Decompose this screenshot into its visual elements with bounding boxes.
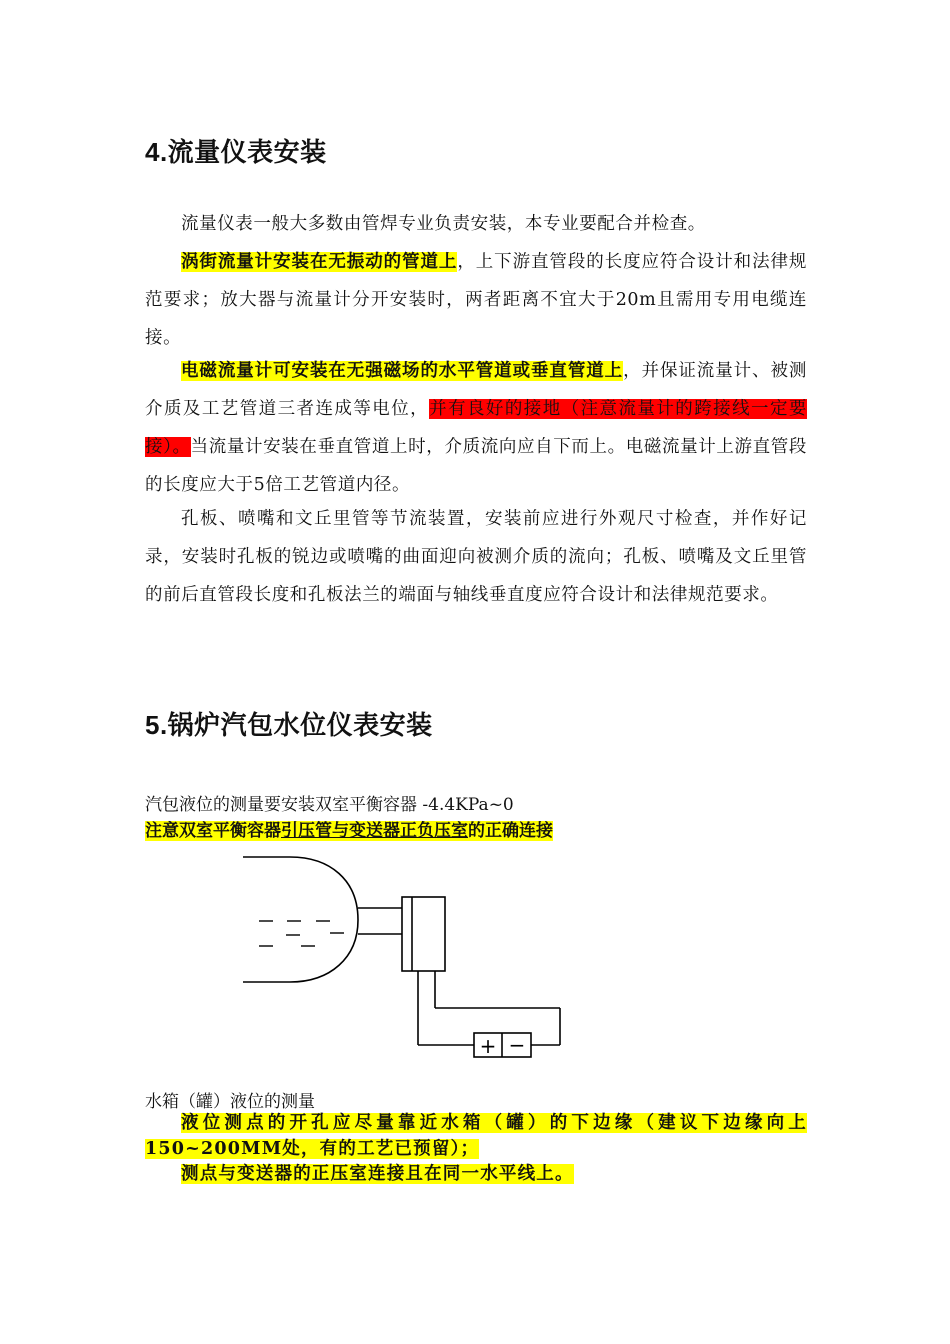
vortex-flowmeter-highlight: 涡街流量计安装在无振动的管道上 [181,252,458,272]
section-5-title: 5.锅炉汽包水位仪表安装 [145,710,433,740]
balance-vessel [402,897,445,971]
section-4-paragraph-2: 涡街流量计安装在无振动的管道上，上下游直管段的长度应符合设计和法律规范要求；放大器与流量计分开安装时，两者距离不宜大于20m且需用专用电缆连接。 [145,252,808,348]
drum-outline [243,857,358,982]
section-4-title: 4.流量仪表安装 [145,137,327,167]
positive-port-label: + [479,1034,497,1058]
negative-port-label: − [508,1033,526,1057]
water-tank-title: 水箱（罐）液位的测量 [145,1092,315,1112]
section-4-paragraph-1: 流量仪表一般大多数由管焊专业负责安装，本专业要配合并检查。 [181,214,706,234]
water-surface-marks [259,921,344,946]
water-tank-paragraph-2: 测点与变送器的正压室连接且在同一水平线上。 [181,1164,574,1184]
connection-note: 注意双室平衡容器引压管与变送器正负压室的正确连接 [145,821,553,841]
drum-level-measurement-line: 汽包液位的测量要安装双室平衡容器 -4.4KPa~0 [145,795,514,815]
grounding-warning-highlight: 并有良好的接地（注意流量计的跨接线一定要接）。 [145,399,808,457]
water-tank-paragraph-1: 液位测点的开孔应尽量靠近水箱（罐）的下边缘（建议下边缘向上150~200MM处，有的工艺已预留）； [145,1113,807,1159]
section-4-paragraph-4: 孔板、喷嘴和文丘里管等节流装置，安装前应进行外观尺寸检查，并作好记录，安装时孔板的锐边或喷嘴的曲面迎向被测介质的流向；孔板、喷嘴及文丘里管的前后直管段长度和孔板法兰的端面与轴线垂直度应符合设计和法律规范要求。 [145,509,807,605]
electromagnetic-flowmeter-highlight: 电磁流量计可安装在无强磁场的水平管道或垂直管道上 [181,361,624,381]
section-4-paragraph-3: 电磁流量计可安装在无强磁场的水平管道或垂直管道上，并保证流量计、被测介质及工艺管道三者连成等电位，并有良好的接地（注意流量计的跨接线一定要接）。当流量计安装在垂直管道上时，介质流向应自下而上。电磁流量计上游直管段的长度应大于5倍工艺管道内径。 [145,361,808,495]
